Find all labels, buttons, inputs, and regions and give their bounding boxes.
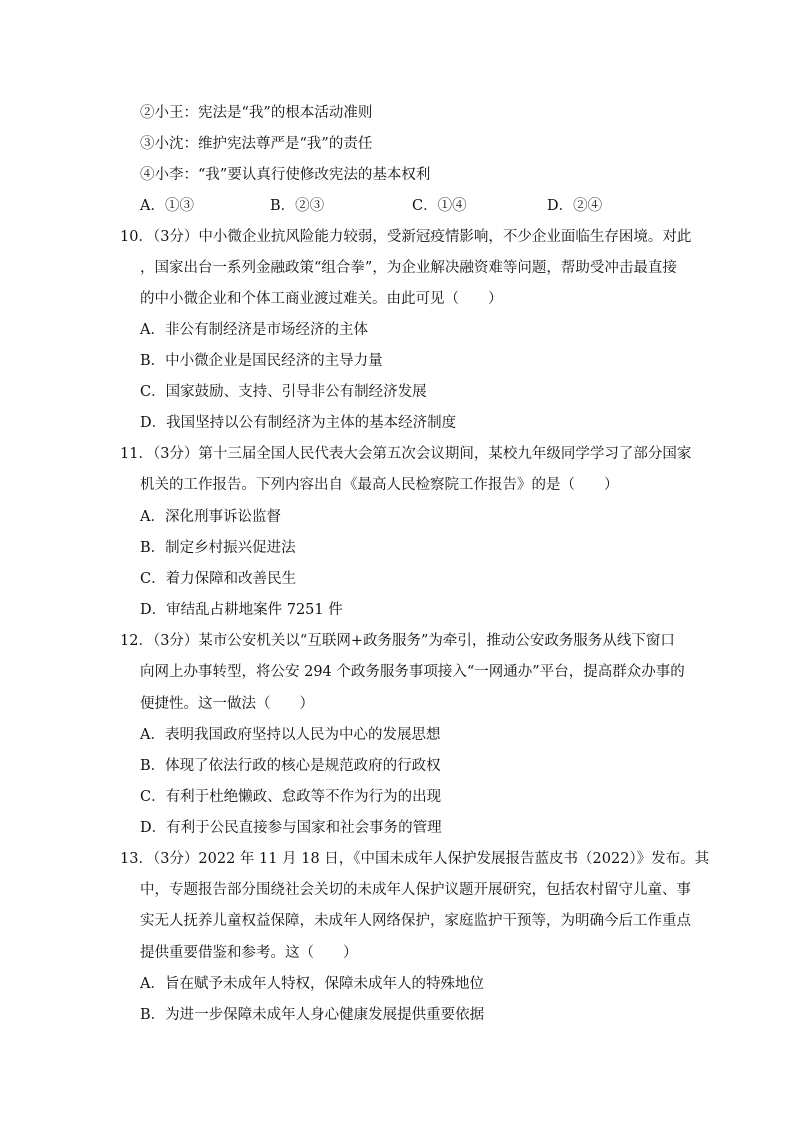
q9-statement-4: ④小李：“我”要认真行使修改宪法的基本权利 xyxy=(140,167,431,183)
q12-option-d[interactable]: D．有利于公民直接参与国家和社会事务的管理 xyxy=(140,820,442,836)
q13-stem-line-4: 提供重要借鉴和参考。这（ ） xyxy=(140,945,358,961)
q13-option-b[interactable]: B．为进一步保障未成年人身心健康发展提供重要依据 xyxy=(140,1007,485,1023)
q9-option-d[interactable]: D．②④ xyxy=(547,198,603,214)
q10-stem-line-3: 的中小微企业和个体工商业渡过难关。由此可见（ ） xyxy=(140,291,503,307)
q9-statement-3: ③小沈：维护宪法尊严是“我”的责任 xyxy=(140,136,373,152)
q10-option-d[interactable]: D．我国坚持以公有制经济为主体的基本经济制度 xyxy=(140,415,457,431)
q12-stem-line-3: 便捷性。这一做法（ ） xyxy=(140,696,314,712)
q11-option-d[interactable]: D．审结乱占耕地案件 7251 件 xyxy=(140,602,343,618)
q10-option-b[interactable]: B．中小微企业是国民经济的主导力量 xyxy=(140,353,383,369)
q13-option-a[interactable]: A．旨在赋予未成年人特权，保障未成年人的特殊地位 xyxy=(140,976,484,992)
q12-stem-line-1: 12．（3分）某市公安机关以“互联网+政务服务”为牵引，推动公安政务服务从线下窗口 xyxy=(120,633,675,649)
q12-option-b[interactable]: B．体现了依法行政的核心是规范政府的行政权 xyxy=(140,758,441,774)
q12-option-c[interactable]: C．有利于杜绝懒政、怠政等不作为行为的出现 xyxy=(140,789,442,805)
q9-option-c[interactable]: C．①④ xyxy=(412,198,467,214)
q11-option-b[interactable]: B．制定乡村振兴促进法 xyxy=(140,540,296,556)
q10-option-a[interactable]: A．非公有制经济是市场经济的主体 xyxy=(140,322,368,338)
q11-stem-line-2: 机关的工作报告。下列内容出自《最高人民检察院工作报告》的是（ ） xyxy=(140,477,619,493)
q9-statement-2: ②小王：宪法是“我”的根本活动准则 xyxy=(140,105,373,121)
q10-stem-line-1: 10．（3分）中小微企业抗风险能力较弱，受新冠疫情影响，不少企业面临生存困境。对此 xyxy=(120,229,692,245)
q13-stem-line-1: 13．（3分）2022 年 11 月 18 日，《中国未成年人保护发展报告蓝皮书（2022）》发布。其 xyxy=(120,851,710,867)
q9-option-a[interactable]: A．①③ xyxy=(140,198,194,214)
q13-stem-line-3: 实无人抚养儿童权益保障，未成年人网络保护，家庭监护干预等，为明确今后工作重点 xyxy=(140,913,691,929)
q11-option-c[interactable]: C．着力保障和改善民生 xyxy=(140,571,297,587)
q13-stem-line-2: 中，专题报告部分围绕社会关切的未成年人保护议题开展研究，包括农村留守儿童、事 xyxy=(140,882,691,898)
q10-option-c[interactable]: C．国家鼓励、支持、引导非公有制经济发展 xyxy=(140,384,427,400)
q9-options xyxy=(140,196,660,216)
q12-stem-line-2: 向网上办事转型，将公安 294 个政务服务事项接入“一网通办”平台，提高群众办事的 xyxy=(140,664,685,680)
q11-stem-line-1: 11．（3分）第十三届全国人民代表大会第五次会议期间，某校九年级同学学习了部分国家 xyxy=(120,446,692,462)
q11-option-a[interactable]: A．深化刑事诉讼监督 xyxy=(140,509,281,525)
q12-option-a[interactable]: A．表明我国政府坚持以人民为中心的发展思想 xyxy=(140,727,441,743)
q9-option-b[interactable]: B．②③ xyxy=(270,198,325,214)
q10-stem-line-2: ，国家出台一系列金融政策“组合拳”，为企业解决融资难等问题，帮助受冲击最直接 xyxy=(140,260,677,276)
